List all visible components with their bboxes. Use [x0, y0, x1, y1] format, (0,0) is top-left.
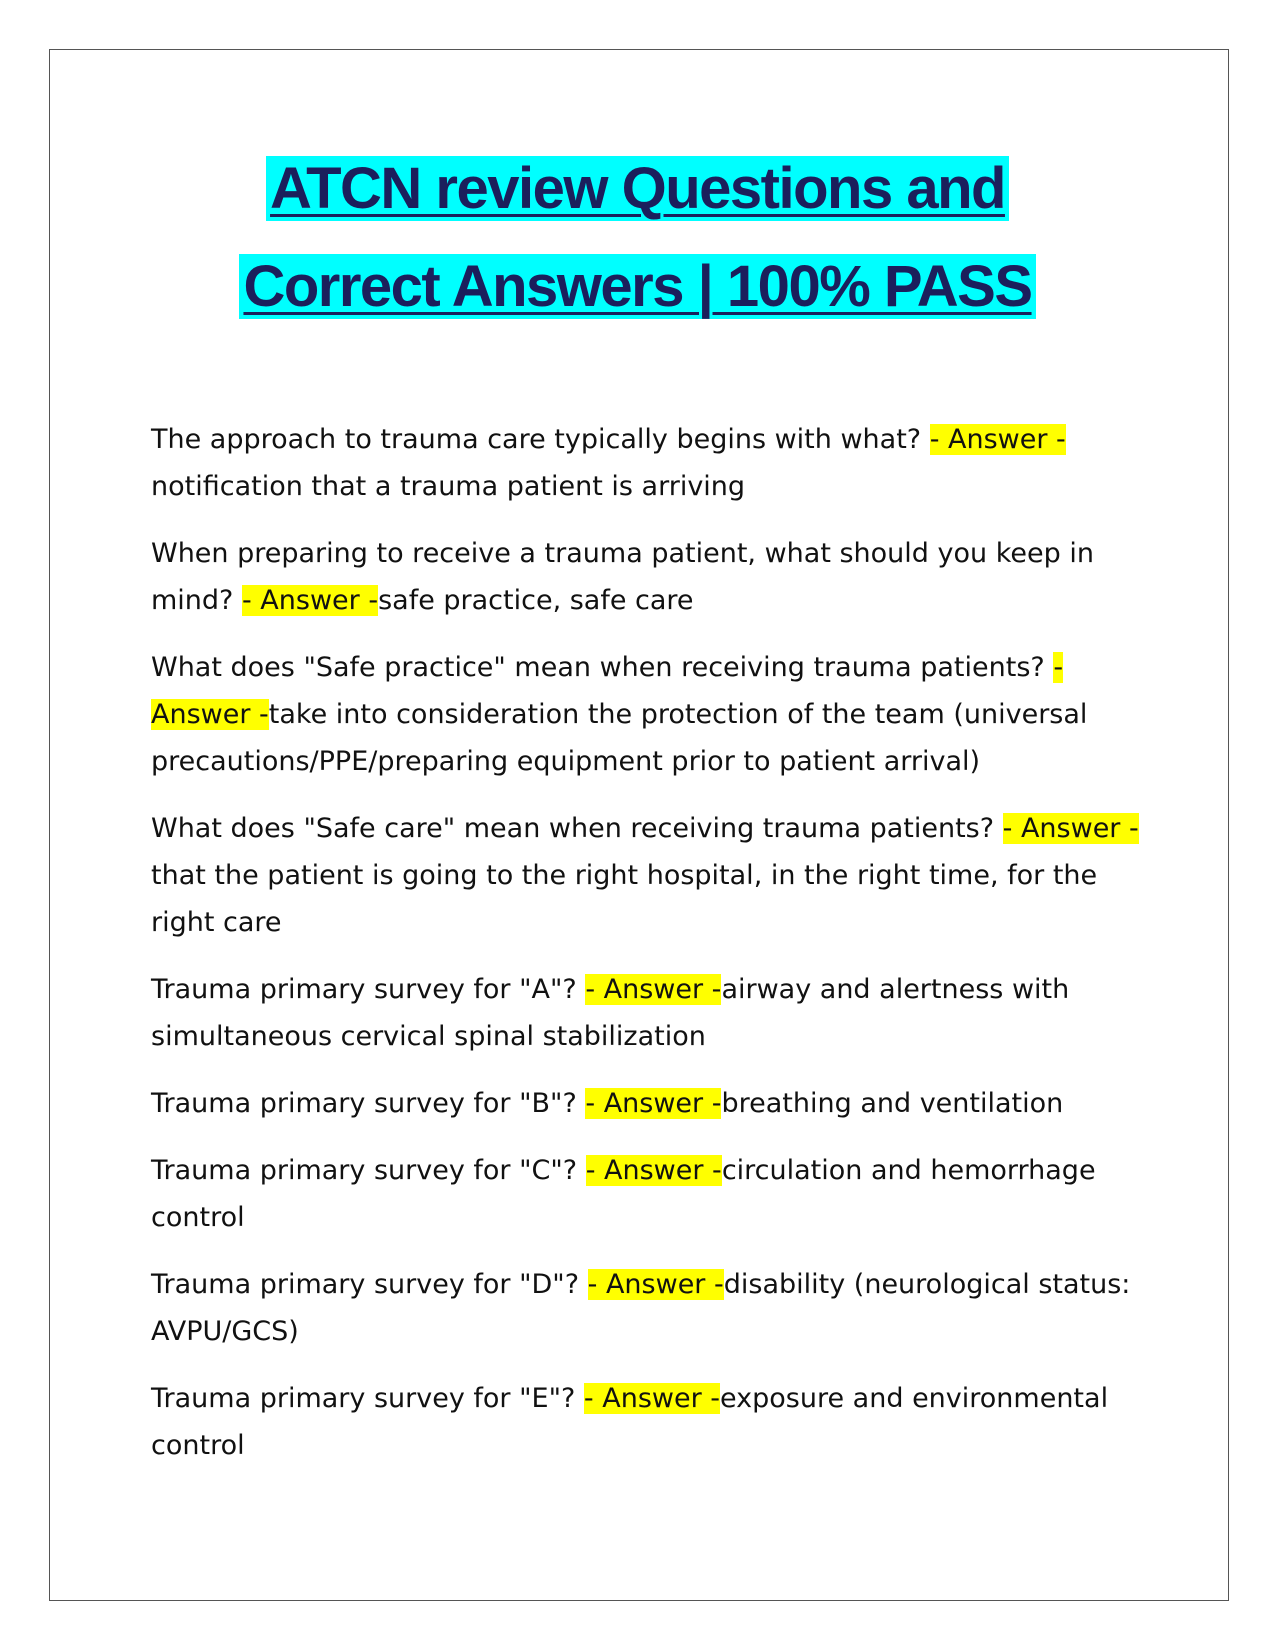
qa-list [151, 416, 1141, 1489]
answer-text: disability (neurological status: AVPU/GCS) [151, 1269, 1131, 1347]
answer-marker: - Answer - [585, 1155, 722, 1186]
answer-marker: - Answer - [585, 1088, 722, 1119]
question-text: What does "Safe care" mean when receiving trauma patients? [151, 813, 1003, 844]
answer-text: exposure and environmental control [151, 1383, 1109, 1461]
qa-item [151, 1147, 1141, 1241]
answer-text: notification that a trauma patient is arriving [151, 471, 746, 502]
answer-marker: - Answer - [585, 974, 722, 1005]
qa-item [151, 1375, 1141, 1469]
qa-item [151, 805, 1141, 946]
answer-text: breathing and ventilation [721, 1088, 1064, 1119]
answer-marker: - Answer - [151, 652, 1064, 730]
answer-text: that the patient is going to the right hospital, in the right time, for the right care [151, 860, 1098, 938]
qa-item [151, 1261, 1141, 1355]
answer-marker: - Answer - [929, 424, 1066, 455]
qa-item [151, 644, 1141, 785]
answer-text: airway and alertness with simultaneous cervical spinal stabilization [151, 974, 1070, 1052]
answer-marker: - Answer - [241, 585, 379, 616]
question-text: Trauma primary survey for "A"? [151, 974, 586, 1005]
question-text: Trauma primary survey for "D"? [151, 1269, 588, 1300]
question-text: Trauma primary survey for "E"? [151, 1383, 584, 1414]
answer-text: take into consideration the protection of the team (universal precautions/PPE/preparing equipment prior to patient arrival) [151, 699, 1088, 777]
title-line-1: ATCN review Questions and [266, 156, 1009, 221]
qa-item [151, 1080, 1141, 1127]
answer-marker: - Answer - [1002, 813, 1139, 844]
question-text: What does "Safe practice" mean when receiving trauma patients? [151, 652, 1054, 683]
answer-text: circulation and hemorrhage control [151, 1155, 1096, 1233]
qa-item [151, 416, 1141, 510]
answer-marker: - Answer - [587, 1269, 724, 1300]
qa-item [151, 530, 1141, 624]
question-text: The approach to trauma care typically begins with what? [151, 424, 930, 455]
title-line-2: Correct Answers | 100% PASS [239, 254, 1035, 319]
question-text: Trauma primary survey for "C"? [151, 1155, 586, 1186]
document-title [0, 140, 1275, 336]
qa-item [151, 966, 1141, 1060]
question-text: When preparing to receive a trauma patient, what should you keep in mind? [151, 538, 1094, 616]
answer-marker: - Answer - [583, 1383, 721, 1414]
answer-text: safe practice, safe care [378, 585, 694, 616]
question-text: Trauma primary survey for "B"? [151, 1088, 586, 1119]
